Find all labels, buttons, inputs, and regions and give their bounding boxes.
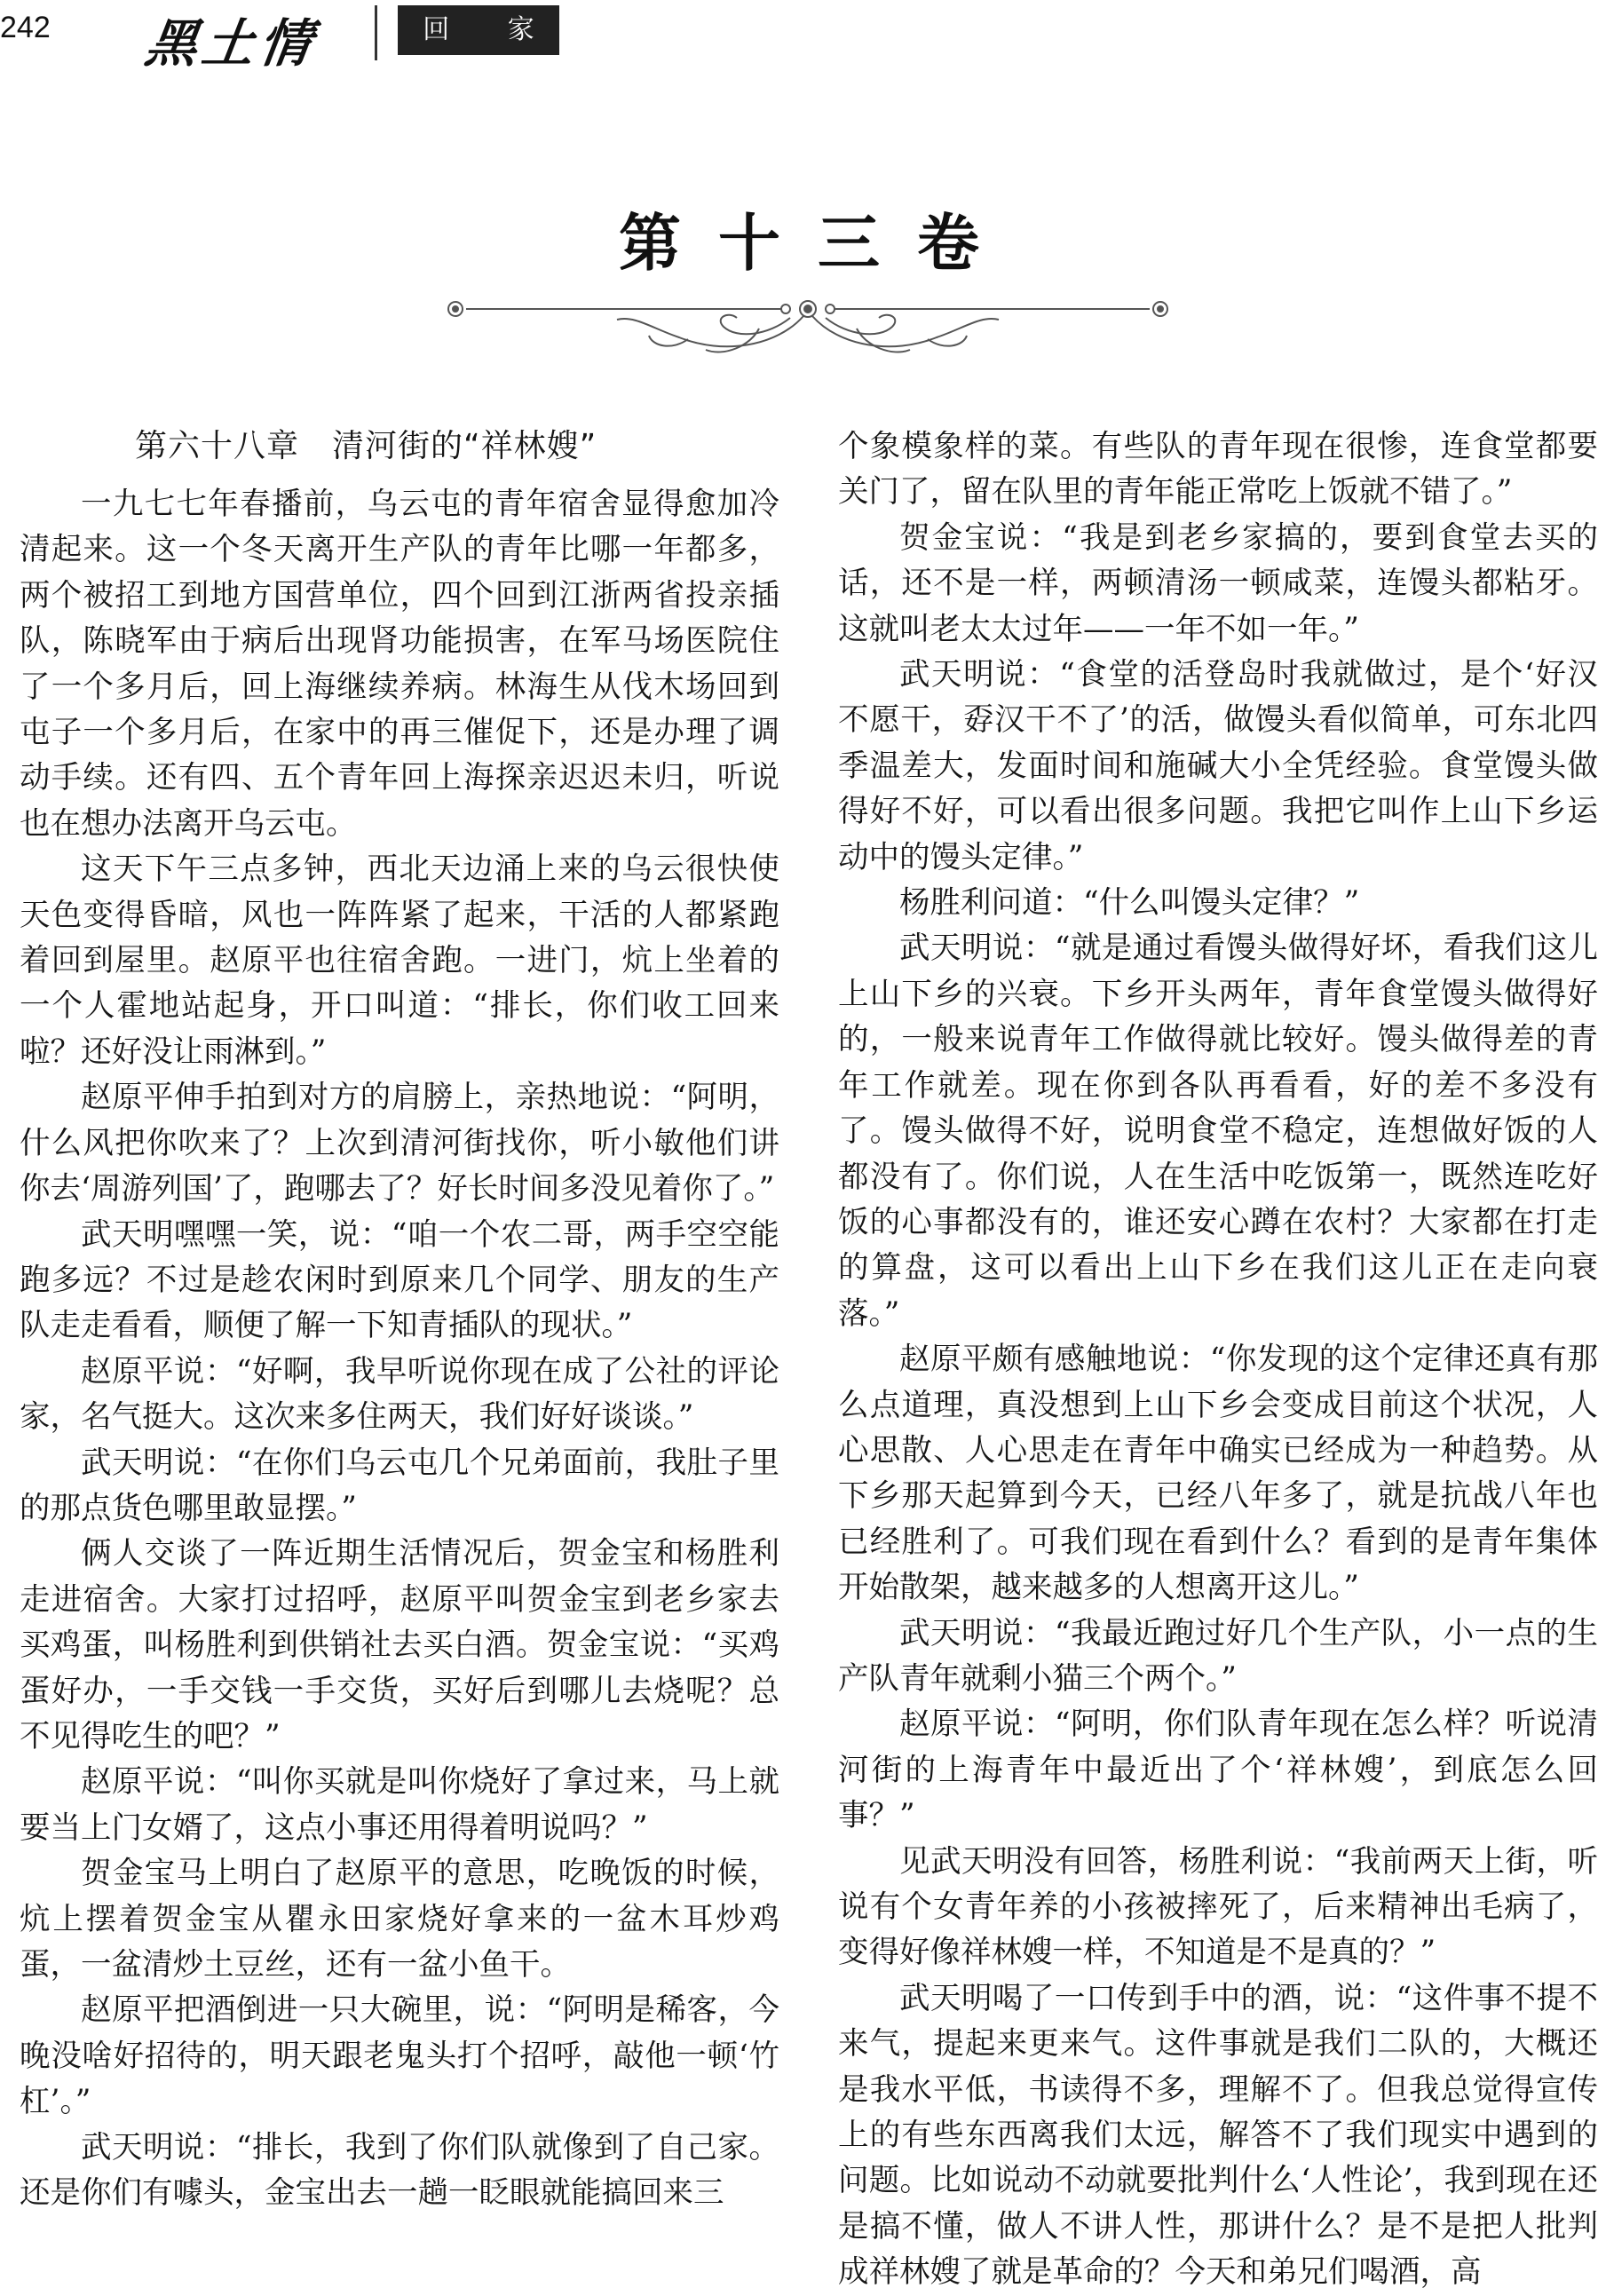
header-divider [375, 5, 377, 60]
paragraph-continuation: 个象模象样的菜。有些队的青年现在很惨，连食堂都要关门了，留在队里的青年能正常吃上饭就不错了。” [838, 429, 1598, 511]
paragraph: 武天明说：“就是通过看馒头做得好坏，看我们这儿上山下乡的兴衰。下乡开头两年，青年食堂馒头做得好的，一般来说青年工作做得就比较好。馒头做得差的青年工作就差。现在你到各队再看看，好的差不多没有了。馒头做得不好，说明食堂不稳定，连想做好饭的人都没有了。你们说，人在生活中吃饭第一，既然连吃好饭的心事都没有的，谁还安心蹲在农村？大家都在打走的算盘，这可以看出上山下乡在我们这儿正在走向衰落。” [838, 930, 1598, 1332]
left-text-column [20, 424, 779, 2216]
paragraph: 俩人交谈了一阵近期生活情况后，贺金宝和杨胜利走进宿舍。大家打过招呼，赵原平叫贺金宝到老乡家去买鸡蛋，叫杨胜利到供销社去买白酒。贺金宝说：“买鸡蛋好办，一手交钱一手交货，买好后到哪儿去烧呢？总不见得吃生的吧？” [20, 1536, 779, 1754]
paragraph: 赵原平说：“叫你买就是叫你烧好了拿过来，马上就要当上门女婿了，这点小事还用得着明说吗？” [20, 1764, 779, 1846]
paragraph: 赵原平说：“阿明，你们队青年现在怎么样？听说清河街的上海青年中最近出了个‘祥林嫂’，到底怎么回事？” [838, 1706, 1598, 1834]
ornament-divider [439, 284, 1176, 364]
volume-title: 第十三卷 [619, 206, 1017, 280]
page-number: 242 [0, 11, 51, 44]
paragraph: 武天明嘿嘿一笑，说：“咱一个农二哥，两手空空能跑多远？不过是趁农闲时到原来几个同学、朋友的生产队走走看看，顺便了解一下知青插队的现状。” [20, 1216, 779, 1344]
paragraph: 武天明说：“在你们乌云屯几个兄弟面前，我肚子里的那点货色哪里敢显摆。” [20, 1445, 779, 1526]
publication-logo: 黑土情 [141, 13, 321, 74]
paragraph: 杨胜利问道：“什么叫馒头定律？” [899, 885, 1360, 922]
paragraph: 武天明说：“食堂的活登岛时我就做过，是个‘好汉不愿干，孬汉干不了’的活，做馒头看似简单，可东北四季温差大，发面时间和施碱大小全凭经验。食堂馒头做得好不好，可以看出很多问题。我把它叫作上山下乡运动中的馒头定律。” [838, 657, 1598, 875]
paragraph: 见武天明没有回答，杨胜利说：“我前两天上街，听说有个女青年养的小孩被摔死了，后来精神出毛病了，变得好像祥林嫂一样，不知道是不是真的？” [838, 1843, 1598, 1971]
paragraph: 赵原平说：“好啊，我早听说你现在成了公社的评论家，名气挺大。这次来多住两天，我们好好谈谈。” [20, 1353, 779, 1436]
page-header [0, 0, 1598, 74]
paragraph: 武天明说：“排长，我到了你们队就像到了自己家。还是你们有噱头，金宝出去一趟一眨眼就能搞回来三 [20, 2129, 779, 2212]
section-label: 回 家 [398, 5, 559, 55]
paragraph: 武天明喝了一口传到手中的酒，说：“这件事不提不来气，提起来更来气。这件事就是我们二队的，大概还是我水平低，书读得不多，理解不了。但我总觉得宣传上的有些东西离我们太远，解答不了我们现实中遇到的问题。比如说动不动就要批判什么‘人性论’，我到现在还是搞不懂，做人不讲人性，那讲什么？是不是把人批判成祥林嫂了就是革命的？今天和弟兄们喝酒，高 [838, 1980, 1598, 2291]
paragraph: 赵原平把酒倒进一只大碗里，说：“阿明是稀客，今晚没啥好招待的，明天跟老鬼头打个招呼，敲他一顿‘竹杠’。” [20, 1992, 779, 2120]
paragraph: 贺金宝马上明白了赵原平的意思，吃晚饭的时候，炕上摆着贺金宝从瞿永田家烧好拿来的一盆木耳炒鸡蛋，一盆清炒土豆丝，还有一盆小鱼干。 [20, 1856, 779, 1983]
paragraph: 一九七七年春播前，乌云屯的青年宿舍显得愈加冷清起来。这一个冬天离开生产队的青年比哪一年都多，两个被招工到地方国营单位，四个回到江浙两省投亲插队，陈晓军由于病后出现肾功能损害，在军马场医院住了一个多月后，回上海继续养病。林海生从伐木场回到屯子一个多月后，在家中的再三催促下，还是办理了调动手续。还有四、五个青年回上海探亲迟迟未归，听说也在想办法离开乌云屯。 [20, 487, 779, 842]
right-text-column [838, 424, 1598, 2296]
paragraph: 赵原平颇有感触地说：“你发现的这个定律还真有那么点道理，真没想到上山下乡会变成目前这个状况，人心思散、人心思走在青年中确实已经成为一种趋势。从下乡那天起算到今天，已经八年多了，就是抗战八年也已经胜利了。可我们现在看到什么？看到的是青年集体开始散架，越来越多的人想离开这儿。” [838, 1342, 1598, 1606]
paragraph: 赵原平伸手拍到对方的肩膀上，亲热地说：“阿明，什么风把你吹来了？上次到清河街找你，听小敏他们讲你去‘周游列国’了，跑哪去了？好长时间多没见着你了。” [20, 1080, 779, 1207]
paragraph: 这天下午三点多钟，西北天边涌上来的乌云很快使天色变得昏暗，风也一阵阵紧了起来，干活的人都紧跑着回到屋里。赵原平也往宿舍跑。一进门，炕上坐着的一个人霍地站起身，开口叫道：“排长，你们收工回来啦？还好没让雨淋到。” [20, 851, 779, 1070]
paragraph: 武天明说：“我最近跑过好几个生产队，小一点的生产队青年就剩小猫三个两个。” [838, 1615, 1598, 1697]
chapter-title: 第六十八章 清河街的“祥林嫂” [135, 428, 597, 464]
paragraph: 贺金宝说：“我是到老乡家搞的，要到食堂去买的话，还不是一样，两顿清汤一顿咸菜，连馒头都粘牙。这就叫老太太过年——一年不如一年。” [838, 519, 1598, 647]
